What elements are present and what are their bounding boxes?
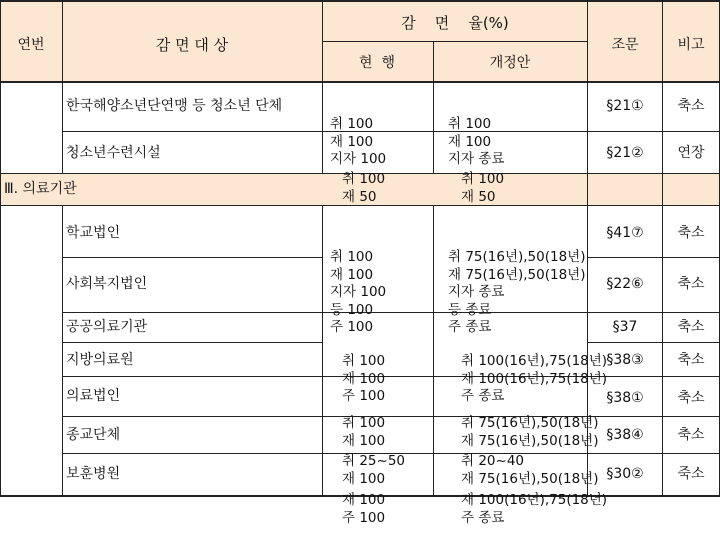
header-col-current: 현 행 [359, 55, 395, 71]
header-col-number: 연번 [17, 37, 45, 53]
revised-rate-stack: 재 100(16년),75(18년) 주 종료 [461, 492, 608, 526]
note-cell: 연장 [677, 145, 705, 161]
header-col-revised: 개정안 [489, 55, 531, 71]
article-cell: §41⑦ [606, 225, 644, 241]
header-col-article: 조문 [611, 37, 639, 53]
article-cell: §38① [606, 390, 644, 406]
revised-rate-stack: 취 100 재 100 지자 종료 [448, 116, 505, 167]
article-cell: §37 [612, 319, 638, 335]
section-title: Ⅲ. 의료기관 [4, 181, 77, 197]
article-cell: §38④ [606, 427, 644, 443]
header-col-rate: 감 면 율(%) [401, 14, 509, 32]
current-rate-stack: 취 100 재 100 지자 100 [330, 116, 387, 167]
note-cell: 축소 [677, 352, 705, 368]
row-target: 지방의료원 [66, 352, 134, 368]
note-cell: 축소 [677, 319, 705, 335]
row-target: 청소년수련시설 [66, 145, 161, 161]
current-rate-stack: 취 100 재 50 [342, 171, 386, 205]
note-cell: 축소 [677, 276, 705, 292]
article-cell: §21② [606, 145, 644, 161]
header-col-target: 감 면 대 상 [155, 36, 229, 54]
revised-rate-stack: 취 100 재 50 [461, 171, 505, 205]
article-cell: §38③ [606, 352, 644, 368]
note-cell: 축소 [677, 427, 705, 443]
current-rate-stack: 재 100 주 100 [342, 492, 386, 526]
current-rate-stack: 취 100 재 100 주 100 [342, 353, 386, 404]
note-cell: 죽소 [677, 466, 705, 482]
row-target: 한국해양소년단연맹 등 청소년 단체 [66, 98, 283, 114]
row-target: 공공의료기관 [66, 319, 148, 335]
row-target: 의료법인 [66, 388, 121, 404]
row-target: 보훈병원 [66, 466, 121, 482]
article-cell: §22⑥ [606, 276, 644, 292]
row-target: 학교법인 [66, 225, 121, 241]
current-rate-stack: 취 100 재 100 [342, 415, 386, 449]
note-cell: 축소 [677, 390, 705, 406]
revised-rate-stack: 취 75(16년),50(18년) 재 75(16년),50(18년) [461, 415, 599, 449]
article-cell: §30② [606, 466, 644, 482]
row-target: 종교단체 [66, 427, 121, 443]
header-col-note: 비고 [677, 37, 705, 53]
revised-rate-stack: 취 100(16년),75(18년) 재 100(16년),75(18년) 주 종료 [461, 353, 608, 404]
current-rate-stack: 취 25~50 재 100 [342, 453, 406, 487]
note-cell: 축소 [677, 225, 705, 241]
article-cell: §21① [606, 98, 644, 114]
current-rate-stack: 취 100 재 100 지자 100 등 100 주 100 [330, 249, 387, 335]
revised-rate-stack: 취 75(16년),50(18년) 재 75(16년),50(18년) 지자 종료 등 종료 주 종료 [448, 249, 586, 335]
row-target: 사회복지법인 [66, 276, 148, 292]
revised-rate-stack: 취 20~40 재 75(16년),50(18년) [461, 453, 599, 487]
note-cell: 축소 [677, 98, 705, 114]
